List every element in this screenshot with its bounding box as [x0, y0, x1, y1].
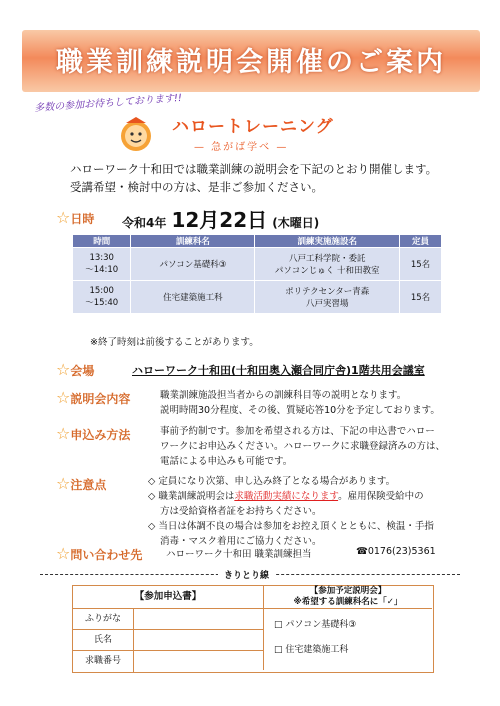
date-weekday: (木曜日) [272, 216, 320, 230]
course-cell: パソコン基礎科③ [131, 248, 255, 281]
caution-line: 当日は体調不良の場合は参加をお控え頂くとともに、検温・手指 [158, 521, 434, 532]
form-left [73, 586, 264, 670]
title-banner [22, 30, 480, 92]
option-item[interactable]: □ 住宅建築施工科 [274, 645, 349, 655]
intro-line: ハローワーク十和田では職業訓練の説明会を下記のとおり開催します。 [70, 162, 438, 176]
content-text [160, 388, 440, 418]
contact-heading: 問い合わせ先 [70, 548, 143, 562]
caution-line: 。雇用保険受給中の [338, 491, 424, 502]
facility-cell [255, 281, 400, 314]
time-cell [73, 248, 131, 281]
content-heading: 説明会内容 [70, 392, 131, 406]
intro-line: 受講希望・検討中の方は、是非ご参加ください。 [70, 180, 323, 194]
facility-line: 八戸実習場 [305, 299, 349, 309]
form-row [73, 609, 263, 630]
form-row [73, 651, 263, 672]
option-item[interactable]: □ パソコン基礎科③ [274, 620, 357, 630]
time-end: ～15:40 [85, 298, 119, 308]
star-icon: ☆ [56, 208, 71, 227]
page-title: 職業訓練説明会開催のご案内 [56, 47, 446, 78]
capacity-cell: 15名 [399, 248, 441, 281]
facility-line: 八戸工科学院・委託 [288, 254, 366, 264]
header-capacity: 定員 [399, 235, 441, 248]
name-label: 氏名 [73, 630, 134, 650]
table-row [73, 248, 442, 281]
date-month-day: 12月22日 [171, 208, 268, 232]
time-start: 15:00 [89, 286, 114, 296]
logo-subtitle: — 急がば学べ — [194, 142, 289, 153]
caution-highlight: 求職活動実績になります [234, 491, 339, 502]
form-left-title: 【参加申込書】 [73, 586, 263, 609]
caution-line: 方は受給資格者証をお持ちください。 [160, 506, 322, 517]
end-time-note: ※終了時刻は前後することがあります。 [90, 337, 259, 348]
date-section [56, 208, 94, 227]
content-line: 説明時間30分程度、その後、質疑応答10分を予定しております。 [160, 405, 440, 416]
mascot-icon [112, 114, 160, 154]
venue-text: ハローワーク十和田(十和田奥入瀬合同庁舎)1階共用会議室 [132, 364, 425, 377]
logo-text: ハロートレーニング [172, 117, 334, 137]
caution-line: 消毒・マスク着用にご協力ください。 [160, 536, 322, 547]
facility-line: ポリテクセンター青森 [285, 287, 370, 297]
star-icon: ☆ [56, 360, 71, 379]
star-icon: ☆ [56, 544, 71, 563]
form-row [73, 630, 263, 651]
apply-text [160, 424, 445, 469]
star-icon: ☆ [56, 424, 71, 443]
apply-line: 事前予約制です。参加を希望される方は、下記の申込書でハロー [160, 426, 435, 437]
form-right-title-line: ※希望する訓練科名に「✓」 [293, 597, 403, 607]
option-label: 住宅建築施工科 [285, 645, 349, 655]
course-cell: 住宅建築施工科 [131, 281, 255, 314]
name-field[interactable] [134, 630, 263, 650]
caution-list [148, 474, 448, 549]
form-right-title [264, 586, 432, 609]
time-start: 13:30 [89, 253, 114, 263]
apply-line: ワークにお申込みください。ハローワークに求職登録済みの方は、 [160, 441, 446, 452]
option-label: パソコン基礎科③ [285, 620, 357, 630]
contact-section [56, 544, 142, 563]
content-line: 職業訓練施設担当者からの訓練科目等の説明となります。 [160, 390, 407, 401]
caution-heading: 注意点 [70, 478, 107, 492]
date-era: 令和4年 [122, 216, 167, 230]
form-right-title-line: 【参加予定説明会】 [309, 586, 387, 596]
header-course: 訓練科名 [131, 235, 255, 248]
caution-line: 職業訓練説明会は [158, 491, 235, 502]
capacity-cell: 15名 [399, 281, 441, 314]
form-right [264, 586, 432, 670]
welcome-text: 多数の参加お待ちしております!! [33, 92, 183, 115]
caution-line: 定員になり次第、申し込み終了となる場合があります。 [158, 476, 396, 487]
contact-tel: ☎0176(23)5361 [356, 546, 436, 557]
furigana-field[interactable] [134, 609, 263, 629]
contact-text: ハローワーク十和田 職業訓練担当 [166, 549, 312, 560]
job-number-field[interactable] [134, 651, 263, 672]
application-form [72, 585, 434, 673]
star-icon: ☆ [56, 388, 71, 407]
caution-item: ◇ 当日は体調不良の場合は参加をお控え頂くとともに、検温・手指 [148, 521, 434, 532]
intro-text [70, 160, 437, 196]
caution-section [56, 474, 106, 493]
furigana-label: ふりがな [73, 609, 134, 629]
cut-label: きりとり線 [218, 568, 275, 581]
content-section [56, 388, 130, 407]
caution-item: ◇ 定員になり次第、申し込み終了となる場合があります。 [148, 476, 396, 487]
apply-section [56, 424, 130, 443]
header-time: 時間 [73, 235, 131, 248]
star-icon: ☆ [56, 474, 71, 493]
caution-item: ◇ 職業訓練説明会は求職活動実績になります。雇用保険受給中の [148, 491, 424, 502]
header-facility: 訓練実施施設名 [255, 235, 400, 248]
apply-line: 電話による申込みも可能です。 [160, 456, 293, 467]
venue-heading: 会場 [70, 364, 95, 378]
facility-line: パソコンじゅく 十和田教室 [274, 266, 380, 276]
schedule-table [72, 234, 442, 314]
table-row [73, 281, 442, 314]
facility-cell [255, 248, 400, 281]
table-header-row [73, 235, 442, 248]
time-end: ～14:10 [85, 265, 119, 275]
time-cell [73, 281, 131, 314]
date-heading: 日時 [70, 212, 95, 226]
apply-heading: 申込み方法 [70, 428, 131, 442]
date-value [122, 204, 319, 233]
job-number-label: 求職番号 [73, 651, 134, 672]
venue-section [56, 360, 94, 379]
